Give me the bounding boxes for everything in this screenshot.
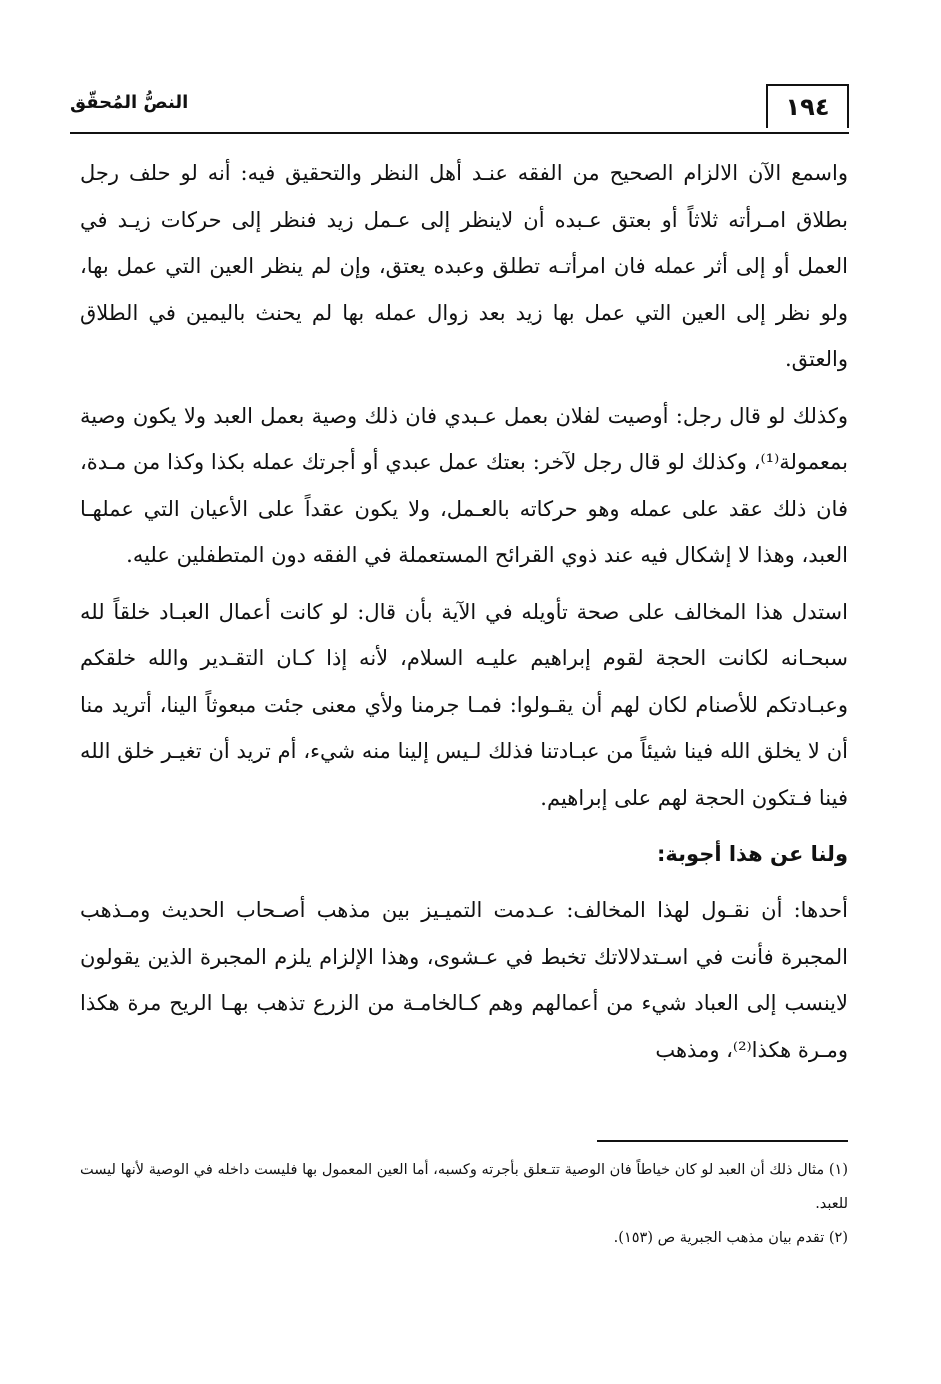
- footnote-divider: [597, 1140, 848, 1142]
- page-header: [70, 84, 849, 134]
- paragraph-3: استدل هذا المخالف على صحة تأويله في الآية بأن قال: لو كانت أعمال العبـاد خلقاً لله سبحـانه لكانت الحجة لقوم إبراهيم عليـه السلام، لأنه إذا كـان التقـدير والله خلقكم وعبـادتكم للأصنام لكان لهم أن يقـولوا: فمـا جرمنا ولأي معنى جئت مبعوثاً الينا، أتريد منا أن لا يخلق الله فينا شيئاً من عبـادتنا فذلك لـيس إلينا منه شيء، أم تريد أن تغيـر خلق الله فينا فـتكون الحجة لهم على إبراهيم.: [80, 599, 848, 810]
- section-heading: ولنا عن هذا أجوبة:: [657, 842, 848, 866]
- footnote-2: (٢) تقدم بيان مذهب الجبرية ص (١٥٣).: [613, 1230, 848, 1246]
- paragraph-2: وكذلك لو قال رجل: أوصيت لفلان بعمل عـبدي فان ذلك وصية بعمل العبد ولا يكون وصية بمعمولة⁽¹⁾، وكذلك لو قال رجل لآخر: بعتك عمل عبدي أو أجرتك عمله بكذا وكذا من مـدة، فان ذلك عقد على عمله وهو حركاته بالعـمل، ولا يكون عقداً على الأعيان التي عملهـا العبد، وهذا لا إشكال فيه عند ذوي القرائح المستعملة في الفقه دون المتطفلين عليه.: [80, 403, 848, 567]
- footnote-1: (١) مثال ذلك أن العبد لو كان خياطاً فان الوصية تتـعلق بأجرته وكسبه، أما العين المعمول بها فليست داخله في الوصية لأنها ليست للعبد.: [80, 1162, 848, 1212]
- main-text: [80, 150, 848, 1083]
- page-number: ١٩٤: [766, 84, 849, 128]
- running-title: النصُّ المُحقّق: [70, 92, 189, 113]
- paragraph-4: أحدها: أن نقـول لهذا المخالف: عـدمت التميـيز بين مذهب أصـحاب الحديث ومـذهب المجبرة فأنت في اسـتدلالاتك تخبط في عـشوى، وهذا الإلزام يلزم المجبرة الذين يقولون لاينسب إلى العباد شيء من أعمالهم وهم كـالخامـة من الزرع تذهب بهـا الريح مرة هكذا ومـرة هكذا⁽²⁾، ومذهب: [80, 898, 848, 1062]
- footnotes: [80, 1153, 848, 1255]
- paragraph-1: واسمع الآن الالزام الصحيح من الفقه عنـد أهل النظر والتحقيق فيه: أنه لو حلف رجل بطلاق امـرأته ثلاثاً أو بعتق عـبده أن لاينظر إلى عـمل زيد فنظر إلى حركات زيـد في العمل أو إلى أثر عمله فان امرأتـه تطلق وعبده يعتق، وإن لم ينظر العين التي عمل بها، ولو نظر إلى العين التي عمل بها زيد بعد زوال عمله بها لم يحنث باليمين في الطلاق والعتق.: [80, 161, 848, 371]
